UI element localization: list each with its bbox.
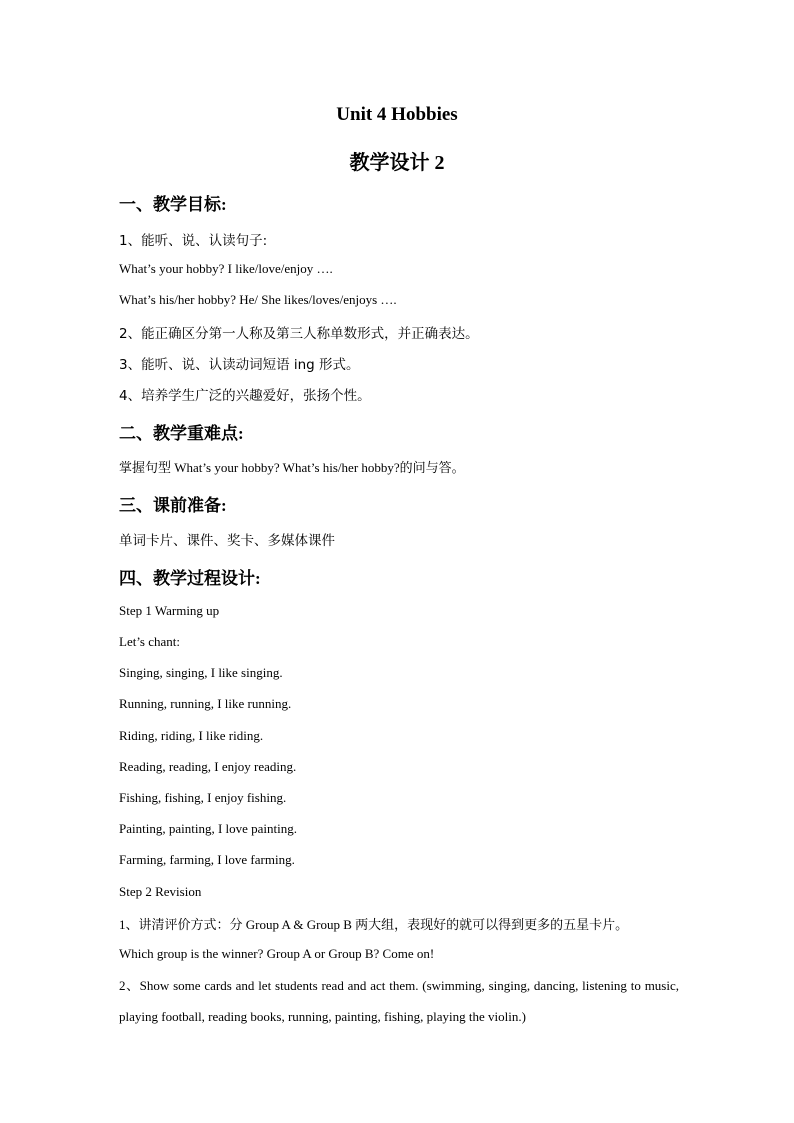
- objective-4: 4、培养学生广泛的兴趣爱好，张扬个性。: [119, 388, 371, 404]
- chant-line: Fishing, fishing, I enjoy fishing.: [119, 790, 287, 805]
- objective-3: 3、能听、说、认读动词短语 ing 形式。: [119, 357, 360, 373]
- objective-sentence-2: What’s his/her hobby? He/ She likes/loves/enjoys ….: [119, 292, 397, 307]
- chant-line: Painting, painting, I love painting.: [119, 821, 298, 836]
- chant-line: Riding, riding, I like riding.: [119, 728, 264, 743]
- revision-question: Which group is the winner? Group A or Group B? Come on!: [119, 946, 435, 961]
- chant-line: Farming, farming, I love farming.: [119, 852, 295, 867]
- chant-line: Singing, singing, I like singing.: [119, 665, 283, 680]
- doc-title: Unit 4 Hobbies: [336, 104, 458, 125]
- preparation-text: 单词卡片、课件、奖卡、多媒体课件: [119, 533, 335, 549]
- step-1-heading: Step 1 Warming up: [119, 603, 220, 618]
- section-1-heading: 一、教学目标:: [119, 195, 227, 214]
- section-3-heading: 三、课前准备:: [119, 496, 227, 515]
- section-4-heading: 四、教学过程设计:: [119, 569, 261, 588]
- objective-2: 2、能正确区分第一人称及第三人称单数形式，并正确表达。: [119, 326, 479, 342]
- chant-intro: Let’s chant:: [119, 634, 181, 649]
- key-points-text: 掌握句型 What’s your hobby? What’s his/her hobby?的问与答。: [119, 460, 465, 475]
- objective-sentence-1: What’s your hobby? I like/love/enjoy ….: [119, 261, 333, 276]
- step-2-heading: Step 2 Revision: [119, 884, 202, 899]
- chant-line: Running, running, I like running.: [119, 696, 292, 711]
- doc-subtitle: 教学设计 2: [349, 152, 445, 174]
- revision-item-2: 2、Show some cards and let students read and act them. (swimming, singing, dancing, listening to music, playing football, reading books, running, painting, fishing, playing the violin.): [119, 978, 679, 1024]
- objective-1: 1、能听、说、认读句子:: [119, 233, 268, 249]
- section-2-heading: 二、教学重难点:: [119, 424, 244, 443]
- chant-line: Reading, reading, I enjoy reading.: [119, 759, 297, 774]
- revision-item-1: 1、讲清评价方式：分 Group A & Group B 两大组，表现好的就可以得到更多的五星卡片。: [119, 917, 629, 932]
